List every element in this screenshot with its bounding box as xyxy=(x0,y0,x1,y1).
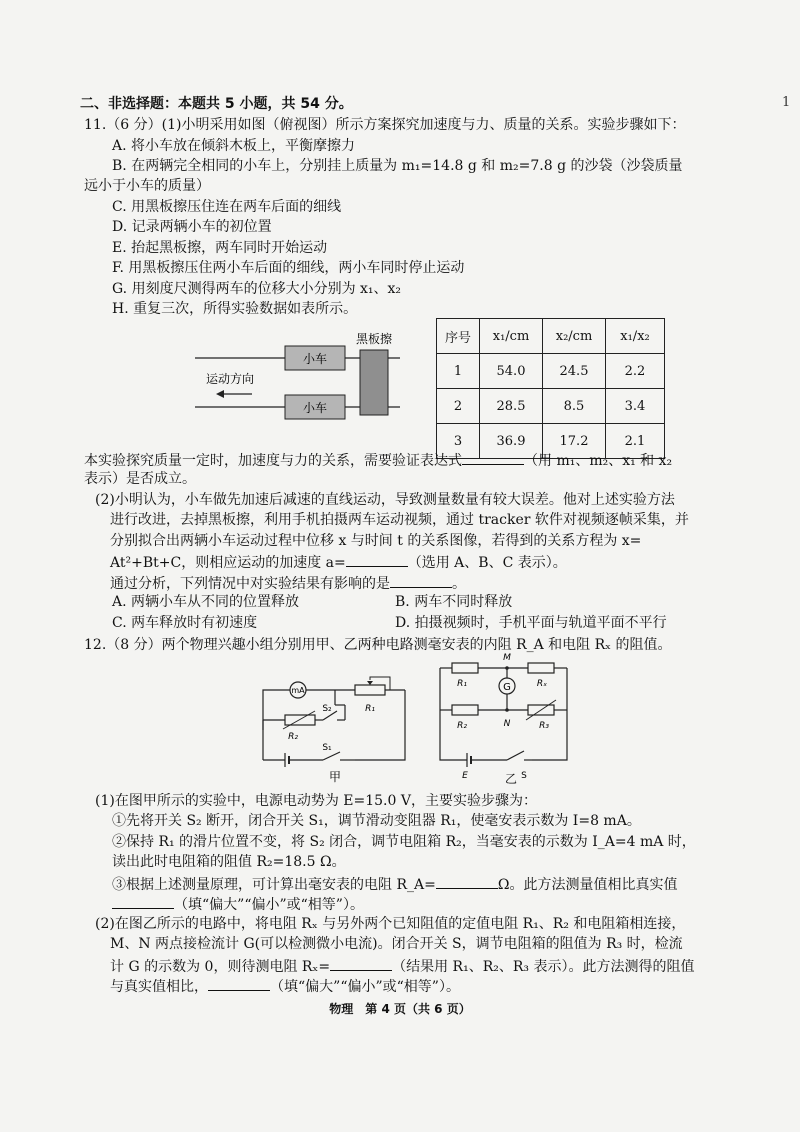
table-header: 序号 xyxy=(437,319,480,354)
table-cell: 36.9 xyxy=(480,424,543,459)
q12-p1-5: ③根据上述测量原理，可计算出毫安表的电阻 R_A= Ω。此方法测量值相比真实值 xyxy=(112,874,677,894)
node-n-label: N xyxy=(503,719,511,729)
q11-step-d: D. 记录两辆小车的初位置 xyxy=(112,219,272,235)
page-mark: 1 xyxy=(782,95,791,110)
answer-blank xyxy=(436,874,498,889)
s1-label: S₁ xyxy=(322,743,332,753)
section-heading: 二、非选择题：本题共 5 小题，共 54 分。 xyxy=(80,96,353,112)
r1-label: R₁ xyxy=(365,704,375,714)
q12-p2-3: 计 G 的示数为 0，则待测电阻 Rₓ= （结果用 R₁、R₂、R₃ 表示）。此方法测得的阻值 xyxy=(110,956,694,976)
table-cell: 3.4 xyxy=(606,389,665,424)
table-cell: 2.1 xyxy=(606,424,665,459)
table-cell: 54.0 xyxy=(480,354,543,389)
answer-blank xyxy=(462,450,524,465)
table-cell: 3 xyxy=(437,424,480,459)
eraser xyxy=(360,350,388,415)
answer-blank xyxy=(330,956,392,971)
table-cell: 8.5 xyxy=(543,389,606,424)
circuit-yi-caption: 乙 xyxy=(505,772,518,786)
q11-step-g: G. 用刻度尺测得两车的位移大小分别为 x₁、x₂ xyxy=(112,281,402,297)
answer-blank xyxy=(208,976,270,991)
switch-s xyxy=(507,751,524,760)
q12-p2-1: (2)在图乙所示的电路中，将电阻 Rₓ 与另外两个已知阻值的定值电阻 R₁、R₂ 和电阻箱相连接， xyxy=(95,916,686,932)
q12-p1-3: ②保持 R₁ 的滑片位置不变，将 S₂ 闭合，调节电阻箱 R₂，当毫安表的示数为 I_A=4 mA 时， xyxy=(112,834,696,850)
q11-conclusion-2: 表示）是否成立。 xyxy=(84,471,196,487)
answer-blank xyxy=(112,894,174,909)
table-header: x₂/cm xyxy=(543,319,606,354)
r3-label: R₃ xyxy=(539,721,549,731)
resistor-rx xyxy=(528,663,554,673)
q11-step-b: B. 在两辆完全相同的小车上，分别挂上质量为 m₁=14.8 g 和 m₂=7.8 g 的沙袋（沙袋质量 xyxy=(112,158,683,174)
circuit-jia-caption: 甲 xyxy=(328,770,342,784)
table-header-row xyxy=(437,319,665,354)
table-row xyxy=(437,354,665,389)
cart-bottom-label: 小车 xyxy=(302,401,328,415)
q11-conclusion-1: 本实验探究质量一定时，加速度与力的关系，需要验证表达式 （用 m₁、m₂、x₁ 和 x₂ xyxy=(84,450,672,470)
q11-option-b: B. 两车不同时释放 xyxy=(395,594,513,610)
cart-diagram xyxy=(190,325,420,435)
q11-step-b-cont: 远小于小车的质量） xyxy=(84,178,210,194)
eraser-label: 黑板擦 xyxy=(355,332,393,346)
battery-label: E xyxy=(462,771,468,781)
table-cell: 1 xyxy=(437,354,480,389)
q11-p2-5: 通过分析，下列情况中对实验结果有影响的是 。 xyxy=(110,573,466,593)
q12-p2-2: M、N 两点接检流计 G(可以检测微小电流)。闭合开关 S，调节电阻箱的阻值为 R₃ 时，检流 xyxy=(110,936,683,952)
table-cell: 2.2 xyxy=(606,354,665,389)
rheostat-r1 xyxy=(355,685,385,695)
galvanometer-label: G xyxy=(503,682,511,693)
circuit-jia xyxy=(255,675,415,785)
r2-label: R₂ xyxy=(457,721,467,731)
q11-p2-3: 分别拟合出两辆小车运动过程中位移 x 与时间 t 的关系图像，若得到的关系方程为 x= xyxy=(110,533,642,549)
q12-p2-4: 与真实值相比， （填“偏大”“偏小”或“相等”）。 xyxy=(110,976,460,996)
answer-blank xyxy=(390,573,452,588)
q11-p2-1: (2)小明认为，小车做先加速后减速的直线运动，导致测量数量有较大误差。他对上述实验方法 xyxy=(95,492,675,508)
table-cell: 17.2 xyxy=(543,424,606,459)
node-m-label: M xyxy=(503,653,511,663)
table-header: x₁/x₂ xyxy=(606,319,665,354)
q12-p1-6: （填“偏大”“偏小”或“相等”）。 xyxy=(112,894,364,914)
data-table xyxy=(436,318,665,459)
q12-intro: 12.（8 分）两个物理兴趣小组分别用甲、乙两种电路测毫安表的内阻 R_A 和电阻 Rₓ 的阻值。 xyxy=(84,637,672,653)
resistor-r2 xyxy=(452,705,478,715)
q11-step-a: A. 将小车放在倾斜木板上，平衡摩擦力 xyxy=(112,138,356,154)
q11-option-a: A. 两辆小车从不同的位置释放 xyxy=(112,594,300,610)
resistor-r1 xyxy=(452,663,478,673)
rx-label: Rₓ xyxy=(536,679,548,689)
q11-p2-4: At²+Bt+C，则相应运动的加速度 a= （选用 A、B、C 表示）。 xyxy=(110,552,567,572)
q11-p2-2: 进行改进，去掉黑板擦，利用手机拍摄两车运动视频，通过 tracker 软件对视频逐帧采集，并 xyxy=(110,512,689,528)
q11-option-d: D. 拍摄视频时，手机平面与轨道平面不平行 xyxy=(395,615,667,631)
q12-p1-1: (1)在图甲所示的实验中，电源电动势为 E=15.0 V，主要实验步骤为： xyxy=(95,793,537,809)
q11-option-c: C. 两车释放时有初速度 xyxy=(112,615,258,631)
q11-step-h: H. 重复三次，所得实验数据如表所示。 xyxy=(112,301,358,317)
direction-arrowhead xyxy=(216,390,224,398)
q11-intro: 11.（6 分）(1)小明采用如图（俯视图）所示方案探究加速度与力、质量的关系。实验步骤如下： xyxy=(84,117,686,133)
table-header: x₁/cm xyxy=(480,319,543,354)
page-footer: 物理 第 4 页（共 6 页） xyxy=(329,1002,471,1016)
table-cell: 2 xyxy=(437,389,480,424)
table-row xyxy=(437,389,665,424)
direction-label: 运动方向 xyxy=(205,372,255,386)
switch-s-label: S xyxy=(521,771,527,781)
q11-step-c: C. 用黑板擦压住连在两车后面的细线 xyxy=(112,199,342,215)
q11-step-f: F. 用黑板擦压住两小车后面的细线，两小车同时停止运动 xyxy=(112,260,465,276)
s2-label: S₂ xyxy=(322,704,332,714)
answer-blank xyxy=(346,552,408,567)
r2-label: R₂ xyxy=(288,732,298,742)
r1-label: R₁ xyxy=(457,679,467,689)
table-cell: 24.5 xyxy=(543,354,606,389)
q12-p1-2: ①先将开关 S₂ 断开，闭合开关 S₁，调节滑动变阻器 R₁，使毫安表示数为 I=8 mA。 xyxy=(112,813,641,829)
q11-step-e: E. 抬起黑板擦，两车同时开始运动 xyxy=(112,240,328,256)
milliammeter-label: mA xyxy=(291,686,305,695)
q12-p1-4: 读出此时电阻箱的阻值 R₂=18.5 Ω。 xyxy=(112,854,346,870)
switch-s1 xyxy=(323,752,340,760)
table-cell: 28.5 xyxy=(480,389,543,424)
circuit-yi xyxy=(432,648,582,786)
cart-top-label: 小车 xyxy=(302,352,328,366)
